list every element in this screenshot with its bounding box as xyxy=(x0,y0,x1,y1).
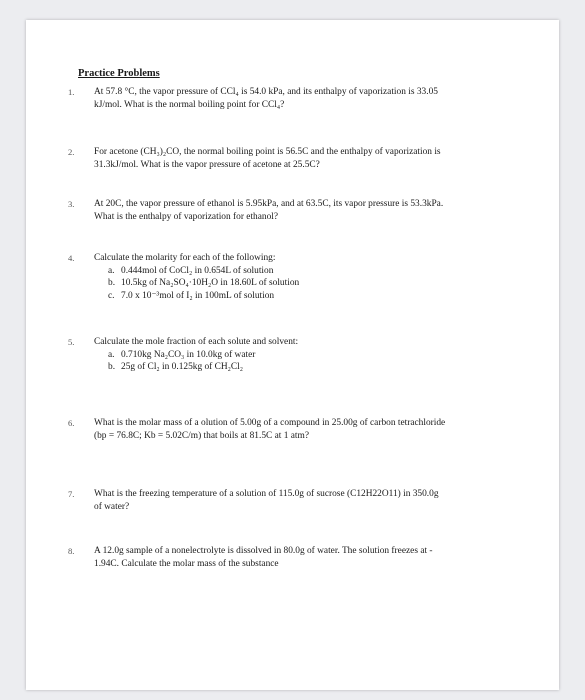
problem-line: 1.94C. Calculate the molar mass of the substance xyxy=(94,558,279,569)
sub-text: 7.0 x 10⁻³mol of I₂ in 100mL of solution xyxy=(121,290,275,301)
sub-letter: b. xyxy=(108,362,116,373)
sub-text: 10.5kg of Na₂SO₄·10H₂O in 18.60L of solution xyxy=(121,278,300,289)
problem-line: (bp = 76.8C; Kb = 5.02C/m) that boils at 81.5C at 1 atm? xyxy=(94,430,309,441)
sub-text: 25g of Cl₂ in 0.125kg of CH₂Cl₂ xyxy=(121,362,244,373)
problem-8 xyxy=(68,545,508,570)
problem-number: 5. xyxy=(68,337,75,347)
problem-line: What is the enthalpy of vaporization for ethanol? xyxy=(94,211,279,222)
problem-7 xyxy=(68,488,508,513)
sub-item xyxy=(108,361,508,374)
problem-1 xyxy=(68,86,508,111)
sub-text: 0.444mol of CoCl₂ in 0.654L of solution xyxy=(121,265,274,276)
problem-line: What is the molar mass of a olution of 5.00g of a compound in 25.00g of carbon tetrachloride xyxy=(94,418,446,428)
problem-4 xyxy=(68,252,508,302)
problem-number: 6. xyxy=(68,418,75,428)
sub-letter: a. xyxy=(108,349,115,360)
sub-item xyxy=(108,290,508,303)
problem-line: A 12.0g sample of a nonelectrolyte is dissolved in 80.0g of water. The solution freezes at - xyxy=(94,546,433,556)
sub-item xyxy=(108,265,508,278)
document-page xyxy=(26,20,559,690)
problem-line: 31.3kJ/mol. What is the vapor pressure of acetone at 25.5C? xyxy=(94,159,320,170)
problem-line: kJ/mol. What is the normal boiling point for CCl₄? xyxy=(94,99,285,110)
problem-number: 8. xyxy=(68,546,75,556)
sub-item xyxy=(108,277,508,290)
problem-5 xyxy=(68,336,508,374)
sub-letter: c. xyxy=(108,290,115,301)
problem-line: At 20C, the vapor pressure of ethanol is 5.95kPa, and at 63.5C, its vapor pressure is 53.3kPa. xyxy=(94,199,444,209)
problem-6 xyxy=(68,417,508,442)
problem-3 xyxy=(68,198,508,223)
problem-number: 2. xyxy=(68,147,75,157)
problem-number: 3. xyxy=(68,199,75,209)
problem-line: At 57.8 °C, the vapor pressure of CCl₄ is 54.0 kPa, and its enthalpy of vaporization is 33.05 xyxy=(94,87,438,97)
sub-letter: b. xyxy=(108,278,116,289)
sub-item xyxy=(108,349,508,362)
sub-text: 0.710kg Na₂CO₃ in 10.0kg of water xyxy=(121,349,256,360)
problem-line: Calculate the mole fraction of each solute and solvent: xyxy=(94,337,299,347)
sub-letter: a. xyxy=(108,265,115,276)
page-title: Practice Problems xyxy=(78,68,160,79)
problem-number: 4. xyxy=(68,253,75,263)
problem-line: For acetone (CH₃)₂CO, the normal boiling point is 56.5C and the enthalpy of vaporization is xyxy=(94,147,441,157)
problem-number: 1. xyxy=(68,87,75,97)
problem-2 xyxy=(68,146,508,171)
problem-line: What is the freezing temperature of a solution of 115.0g of sucrose (C12H22O11) in 350.0g xyxy=(94,489,439,499)
problem-line: of water? xyxy=(94,501,130,512)
problem-number: 7. xyxy=(68,489,75,499)
problem-line: Calculate the molarity for each of the following: xyxy=(94,253,276,263)
